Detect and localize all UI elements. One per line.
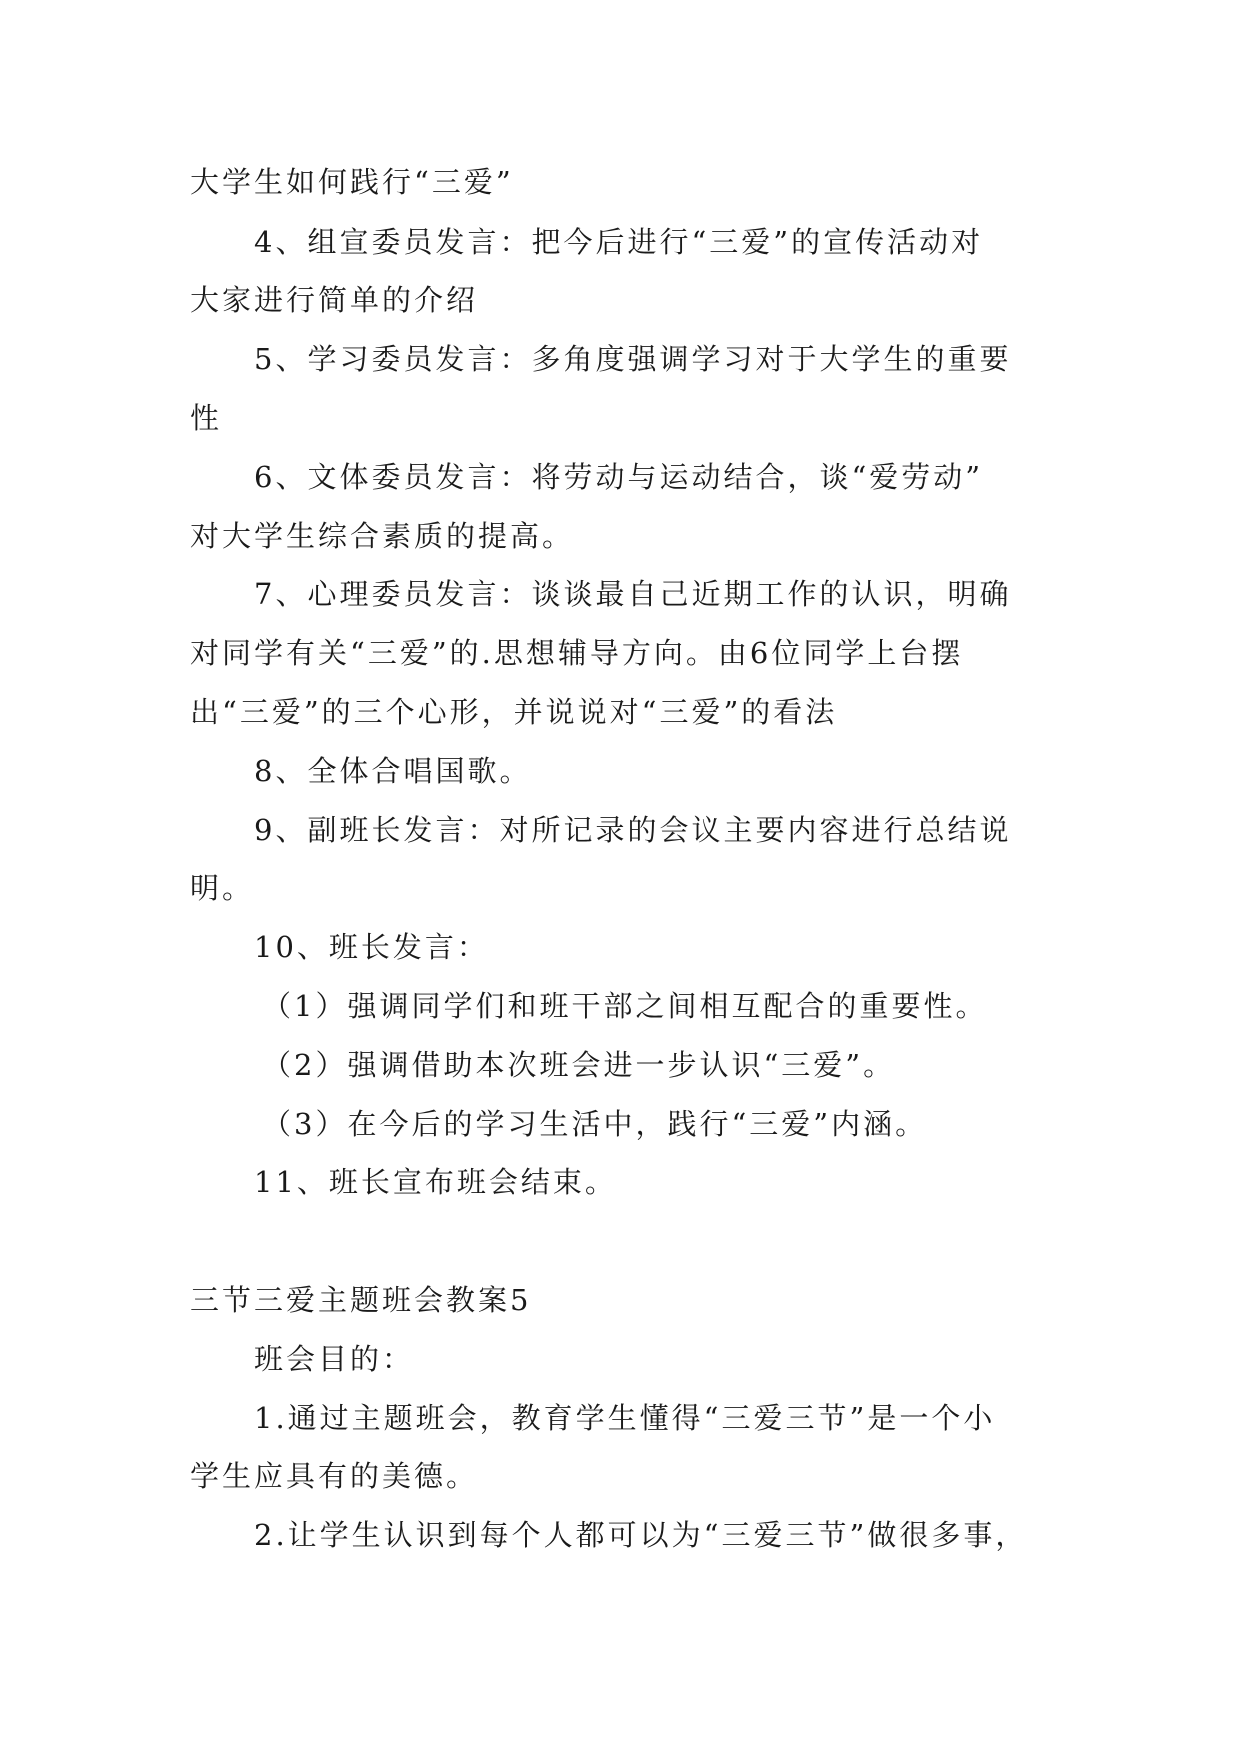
- text-line: 对同学有关“三爱”的.思想辅导方向。由6位同学上台摆: [190, 636, 964, 670]
- text-line: 4、组宣委员发言：把今后进行“三爱”的宣传活动对: [254, 225, 984, 259]
- text-line: 11、班长宣布班会结束。: [254, 1165, 617, 1199]
- text-line: 6、文体委员发言：将劳动与运动结合，谈“爱劳动”: [254, 460, 984, 494]
- text-line: 大家进行简单的介绍: [190, 283, 479, 317]
- text-line: 5、学习委员发言：多角度强调学习对于大学生的重要: [254, 342, 1012, 376]
- text-line: 明。: [190, 871, 255, 905]
- text-line: 性: [190, 401, 223, 435]
- text-line: 9、副班长发言：对所记录的会议主要内容进行总结说: [254, 813, 1012, 847]
- text-line: 1.通过主题班会，教育学生懂得“三爱三节”是一个小: [254, 1401, 996, 1435]
- text-line: 8、全体合唱国歌。: [254, 754, 532, 788]
- text-line: （1）强调同学们和班干部之间相互配合的重要性。: [262, 989, 988, 1023]
- text-line: （2）强调借助本次班会进一步认识“三爱”。: [262, 1048, 896, 1082]
- text-line: 10、班长发言：: [254, 930, 489, 964]
- text-line: 出“三爱”的三个心形，并说说对“三爱”的看法: [190, 695, 838, 729]
- text-line: 7、心理委员发言：谈谈最自己近期工作的认识，明确: [254, 577, 1012, 611]
- text-line: （3）在今后的学习生活中，践行“三爱”内涵。: [262, 1107, 928, 1141]
- text-line: 大学生如何践行“三爱”: [190, 165, 514, 199]
- text-line: 2.让学生认识到每个人都可以为“三爱三节”做很多事，: [254, 1518, 1028, 1552]
- text-line: 对大学生综合素质的提高。: [190, 519, 575, 553]
- text-line: 班会目的：: [254, 1342, 415, 1376]
- text-line: 学生应具有的美德。: [190, 1459, 479, 1493]
- section-heading: 三节三爱主题班会教案5: [190, 1283, 532, 1317]
